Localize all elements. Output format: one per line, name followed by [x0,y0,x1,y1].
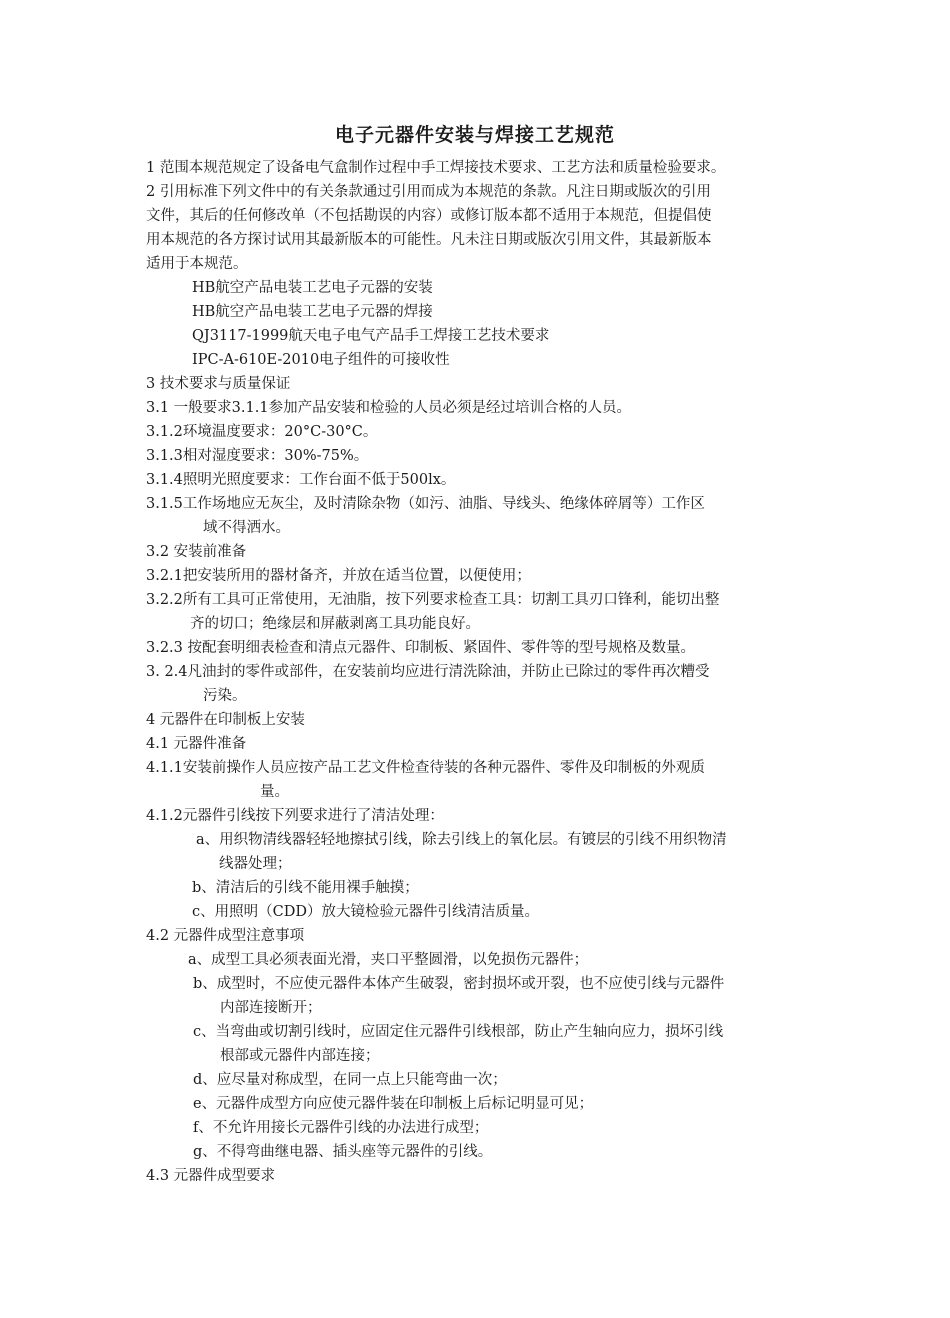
list-item-continuation: 根部或元器件内部连接； [220,1048,380,1064]
subsection-heading: 4.2 元器件成型注意事项 [146,928,305,944]
paragraph-line: 适用于本规范。 [146,256,248,272]
list-item-continuation: 线器处理； [219,856,292,872]
list-item-d: d、应尽量对称成型，在同一点上只能弯曲一次； [193,1072,507,1088]
section-4-heading: 4 元器件在印制板上安装 [146,712,305,728]
reference-item: QJ3117-1999航天电子电气产品手工焊接工艺技术要求 [192,328,550,344]
paragraph-line: 用本规范的各方探讨试用其最新版本的可能性。凡未注日期或版次引用文件，其最新版本 [146,232,712,248]
paragraph-line: 文件，其后的任何修改单（不包括勘误的内容）或修订版本都不适用于本规范，但提倡使 [146,208,712,224]
list-item-b: b、清洁后的引线不能用裸手触摸； [192,880,419,896]
list-item-g: g、不得弯曲继电器、插头座等元器件的引线。 [193,1144,493,1160]
reference-item: HB航空产品电装工艺电子元器的安装 [192,280,433,296]
subsection-heading: 4.1 元器件准备 [146,736,247,752]
document-title: 电子元器件安装与焊接工艺规范 [334,124,615,146]
clause-continuation: 量。 [260,784,289,800]
list-item-f: f、不允许用接长元器件引线的办法进行成型； [193,1120,489,1136]
reference-item: HB航空产品电装工艺电子元器的焊接 [192,304,433,320]
clause-continuation: 齐的切口；绝缘层和屏蔽剥离工具功能良好。 [190,616,480,632]
section-1-scope: 1 范围本规范规定了设备电气盒制作过程中手工焊接技术要求、工艺方法和质量检验要求。 [146,160,726,176]
list-item-c: c、当弯曲或切割引线时，应固定住元器件引线根部，防止产生轴向应力，损坏引线 [193,1024,724,1040]
clause-line: 3.2.3 按配套明细表检查和清点元器件、印制板、紧固件、零件等的型号规格及数量。 [146,640,696,656]
list-item-c: c、用照明（CDD）放大镜检验元器件引线清洁质量。 [192,904,539,920]
document-body [146,156,836,1188]
clause-line: 4.1.1安装前操作人员应按产品工艺文件检查待装的各种元器件、零件及印制板的外观质 [146,760,705,776]
list-item-a: a、成型工具必须表面光滑，夹口平整圆滑，以免损伤元器件； [188,952,589,968]
clause-line: 3.1 一般要求3.1.1参加产品安装和检验的人员必须是经过培训合格的人员。 [146,400,632,416]
clause-continuation: 域不得洒水。 [203,520,290,536]
clause-line: 3.2.2所有工具可正常使用，无油脂，按下列要求检查工具：切割工具刃口锋利，能切出整 [146,592,720,608]
clause-line: 3.2.1把安装所用的器材备齐，并放在适当位置，以便使用； [146,568,531,584]
subsection-heading: 3.2 安装前准备 [146,544,247,560]
clause-line: 3.1.3相对湿度要求：30%-75%。 [146,448,369,464]
clause-line: 3.1.2环境温度要求：20°C-30°C。 [146,424,378,440]
list-item-a: a、用织物清线器轻轻地擦拭引线，除去引线上的氧化层。有镀层的引线不用织物清 [196,832,727,848]
list-item-continuation: 内部连接断开； [220,1000,322,1016]
list-item-b: b、成型时，不应使元器件本体产生破裂，密封损坏或开裂，也不应使引线与元器件 [193,976,725,992]
clause-line: 3. 2.4凡油封的零件或部件，在安装前均应进行清洗除油，并防止已除过的零件再次糟受 [146,664,710,680]
clause-continuation: 污染。 [203,688,247,704]
section-2-references: 2 引用标准下列文件中的有关条款通过引用而成为本规范的条款。凡注日期或版次的引用 [146,184,711,200]
clause-line: 4.1.2元器件引线按下列要求进行了清洁处理： [146,808,444,824]
list-item-e: e、元器件成型方向应使元器件装在印制板上后标记明显可见； [193,1096,594,1112]
reference-item: IPC-A-610E-2010电子组件的可接收性 [192,352,450,368]
section-3-heading: 3 技术要求与质量保证 [146,376,291,392]
clause-line: 3.1.4照明光照度要求：工作台面不低于500lx。 [146,472,456,488]
subsection-heading: 4.3 元器件成型要求 [146,1168,276,1184]
clause-line: 3.1.5工作场地应无灰尘，及时清除杂物（如污、油脂、导线头、绝缘体碎屑等）工作区 [146,496,705,512]
